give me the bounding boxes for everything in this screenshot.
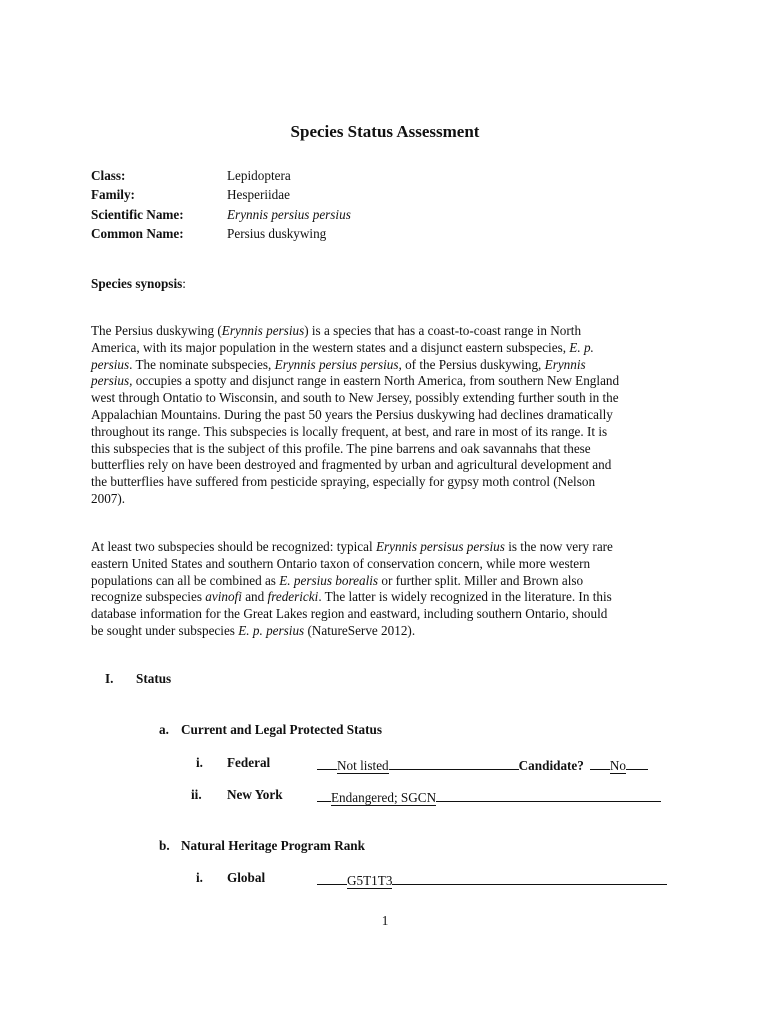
p1-line-5: west through Ontatio to Wisconsin, and south to New Jersey, possibly extending further south in the [91,390,619,406]
new-york-status-field [317,787,661,807]
p1-line-8: this subspecies that is the subject of this profile. The pine barrens and oak savannahs that these [91,440,591,456]
global-numeral: i. [196,870,203,885]
p1-line-4: persius, occupies a spotty and disjunct range in eastern North America, from southern New England [91,373,620,389]
scientific-name-label: Scientific Name: [91,207,184,222]
global-rank-value: G5T1T3 [347,873,393,888]
blank-line [436,787,661,802]
section-i-title: Status [136,671,172,686]
blank-line [626,755,648,770]
p2-line-4: recognize subspecies avinofi and fredericki. The latter is widely recognized in the literature. In this [91,589,612,605]
p1-line-6: Appalachian Mountains. During the past 50 years the Persius duskywing had declines dramatically [91,406,613,422]
blank-line [590,755,610,770]
synopsis-heading-colon: : [182,276,186,291]
class-label: Class: [91,168,126,183]
subsection-a-title: Current and Legal Protected Status [181,722,382,737]
page-title: Species Status Assessment [290,122,480,141]
p2-line-3: populations can all be combined as E. persius borealis or further split. Miller and Brown also [91,572,584,588]
new-york-status-value: Endangered; SGCN [331,790,437,805]
subsection-b-title: Natural Heritage Program Rank [181,838,365,853]
candidate-label: Candidate? [518,758,584,773]
section-i-numeral: I. [105,671,114,686]
p2-line-2: eastern United States and southern Ontario taxon of conservation concern, while more western [91,555,591,571]
p1-line-10: the butterflies have suffered from pesticide spraying, especially for gypsy moth control (Nelson [91,474,596,490]
blank-line [317,787,331,802]
p1-line-3: persius. The nominate subspecies, Erynnis persius persius, of the Persius duskywing, Erynnis [91,356,586,372]
p2-line-5: database information for the Great Lakes region and eastward, including southern Ontario, should [91,606,608,622]
blank-line [317,870,347,885]
scientific-name-value: Erynnis persius persius [227,207,351,222]
common-name-label: Common Name: [91,226,184,241]
p2-line-6: be sought under subspecies E. p. persius (NatureServe 2012). [91,622,416,638]
family-label: Family: [91,187,135,202]
p1-line-2: America, with its major population in the western states and a disjunct eastern subspecies, E. p. [91,339,594,355]
family-value: Hesperiidae [227,187,290,202]
subsection-a-letter: a. [159,722,169,737]
new-york-label: New York [227,787,283,802]
new-york-numeral: ii. [191,787,202,802]
global-rank-field [317,870,667,890]
synopsis-heading [91,276,186,293]
candidate-value: No [609,758,626,773]
blank-line [392,870,667,885]
federal-numeral: i. [196,755,203,770]
page-number: 1 [381,913,389,928]
synopsis-paragraph-1 [91,323,691,508]
synopsis-paragraph-2 [91,539,691,640]
blank-line [317,755,337,770]
class-value: Lepidoptera [227,168,291,183]
synopsis-heading-text: Species synopsis [91,276,183,291]
p1-line-7: throughout its range. This subspecies is locally frequent, at best, and rare in most of its range. It is [91,423,608,439]
subsection-b-letter: b. [159,838,170,853]
p1-line-11: 2007). [91,490,126,506]
blank-line [389,755,519,770]
federal-label: Federal [227,755,271,770]
p1-line-9: butterflies rely on have been destroyed and fragmented by urban and agricultural development and [91,457,612,473]
common-name-value: Persius duskywing [227,226,327,241]
global-label: Global [227,870,266,885]
federal-status-value: Not listed [337,758,389,773]
p1-line-1: The Persius duskywing (Erynnis persius) is a species that has a coast-to-coast range in North [91,323,582,338]
p2-line-1: At least two subspecies should be recognized: typical Erynnis persisus persius is the now very rare [91,539,613,554]
federal-status-field [317,755,648,775]
